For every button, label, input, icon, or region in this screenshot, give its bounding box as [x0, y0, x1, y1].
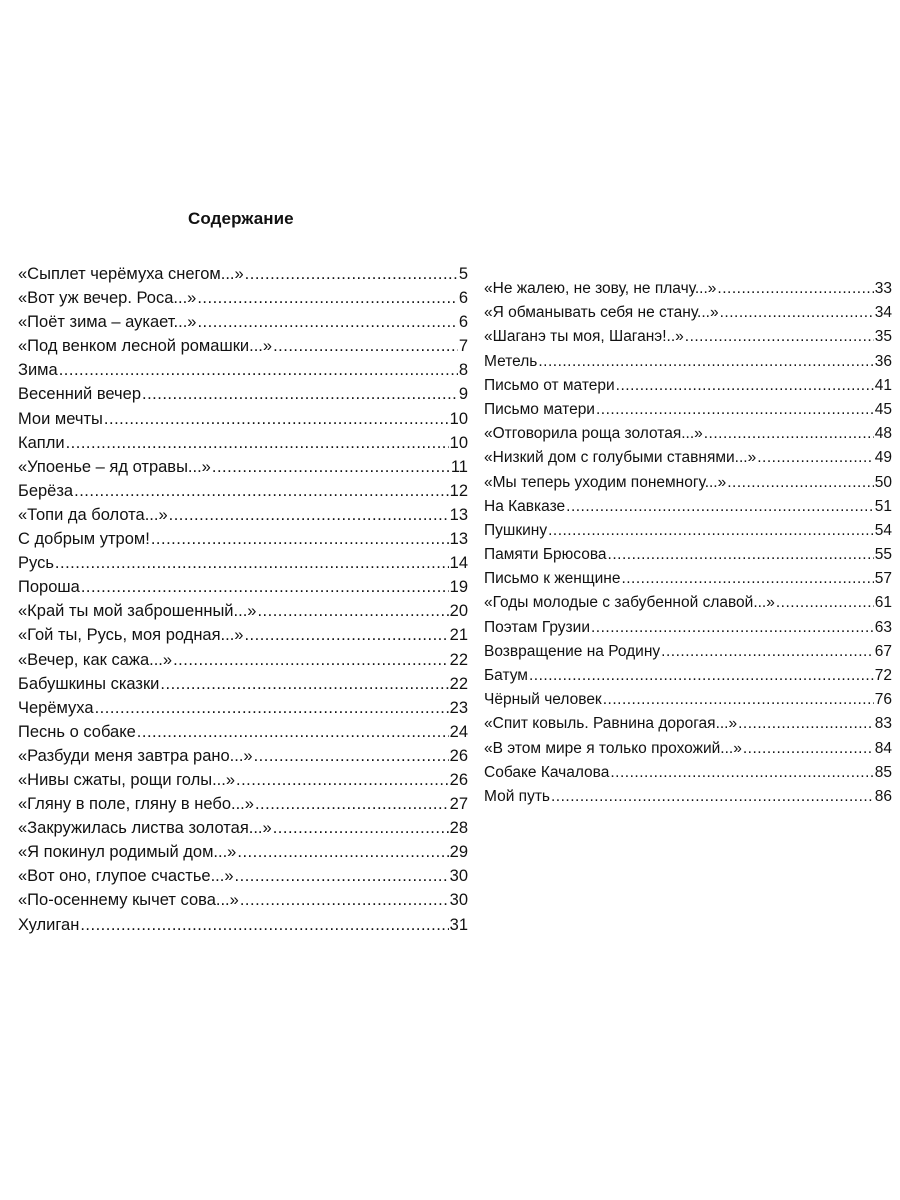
toc-entry — [18, 551, 468, 575]
toc-entry-title: Бабушкины сказки — [18, 674, 160, 693]
toc-entry — [18, 455, 468, 479]
toc-entry-page-number: 85 — [874, 763, 892, 781]
toc-entry-title: Метель — [484, 352, 538, 370]
toc-entry — [484, 712, 892, 736]
toc-entry-title: Зима — [18, 361, 58, 380]
toc-entry-title: «Низкий дом с голубыми ставнями...» — [484, 449, 757, 467]
dot-leader — [591, 616, 874, 640]
toc-entry — [484, 301, 892, 325]
toc-entry-page-number: 50 — [874, 473, 892, 491]
toc-entry-title: «Мы теперь уходим понемногу...» — [484, 473, 727, 491]
toc-entry-page-number: 12 — [449, 481, 468, 500]
toc-entry — [484, 446, 892, 470]
toc-entry-page-number: 45 — [874, 400, 892, 418]
toc-entry-page-number: 41 — [874, 376, 892, 394]
dot-leader — [776, 591, 874, 615]
dot-leader — [661, 640, 874, 664]
toc-entry-page-number: 27 — [449, 795, 468, 814]
toc-entry — [18, 696, 468, 720]
toc-entry-page-number: 6 — [458, 289, 468, 308]
dot-leader — [137, 720, 449, 744]
toc-entry-page-number: 35 — [874, 328, 892, 346]
dot-leader — [608, 543, 874, 567]
toc-entry-title: «В этом мире я только прохожий...» — [484, 739, 742, 757]
toc-entry — [484, 422, 892, 446]
toc-entry — [18, 672, 468, 696]
dot-leader — [74, 479, 449, 503]
toc-entry-title: Мой путь — [484, 787, 550, 805]
dot-leader — [236, 768, 449, 792]
dot-leader — [245, 262, 458, 286]
toc-entry — [484, 471, 892, 495]
dot-leader — [81, 575, 449, 599]
toc-entry — [18, 599, 468, 623]
toc-left-column — [18, 262, 468, 937]
toc-entry — [484, 543, 892, 567]
toc-entry-title: «Под венком лесной ромашки...» — [18, 337, 273, 356]
dot-leader — [273, 816, 449, 840]
toc-entry-title: «Поёт зима – аукает...» — [18, 313, 197, 332]
toc-entry-page-number: 24 — [449, 722, 468, 741]
dot-leader — [566, 495, 874, 519]
toc-entry-page-number: 22 — [449, 650, 468, 669]
toc-entry-title: Пушкину — [484, 521, 548, 539]
toc-entry-title: Письмо к женщине — [484, 570, 621, 588]
toc-entry-page-number: 61 — [874, 594, 892, 612]
toc-entry-page-number: 28 — [449, 819, 468, 838]
toc-entry-page-number: 21 — [449, 626, 468, 645]
toc-entry-title: «Гой ты, Русь, моя родная...» — [18, 626, 244, 645]
toc-entry — [484, 398, 892, 422]
toc-entry — [484, 616, 892, 640]
dot-leader — [757, 446, 874, 470]
toc-entry-title: Пороша — [18, 578, 80, 597]
toc-entry-title: «Гляну в поле, гляну в небо...» — [18, 795, 254, 814]
toc-entry — [484, 688, 892, 712]
dot-leader — [596, 398, 874, 422]
dot-leader — [254, 744, 449, 768]
toc-entry — [18, 720, 468, 744]
toc-entry-title: Письмо матери — [484, 400, 595, 418]
toc-entry-title: «Я покинул родимый дом...» — [18, 843, 237, 862]
toc-entry-title: «Вечер, как сажа...» — [18, 650, 173, 669]
dot-leader — [151, 527, 449, 551]
dot-leader — [237, 840, 448, 864]
toc-entry-title: «Край ты мой заброшенный...» — [18, 602, 257, 621]
toc-entry-page-number: 7 — [458, 337, 468, 356]
toc-entry-title: Памяти Брюсова — [484, 546, 607, 564]
dot-leader — [212, 455, 450, 479]
toc-entry-title: Мои мечты — [18, 409, 103, 428]
toc-entry-page-number: 36 — [874, 352, 892, 370]
toc-entry — [484, 519, 892, 543]
toc-entry — [484, 591, 892, 615]
dot-leader — [95, 696, 449, 720]
dot-leader — [738, 712, 874, 736]
toc-entry-page-number: 49 — [874, 449, 892, 467]
dot-leader — [685, 325, 874, 349]
toc-entry-page-number: 26 — [449, 746, 468, 765]
toc-entry-page-number: 5 — [458, 265, 468, 283]
toc-entry — [484, 325, 892, 349]
toc-entry-title: Хулиган — [18, 915, 80, 934]
toc-entry — [18, 575, 468, 599]
toc-entry-page-number: 29 — [449, 843, 468, 862]
toc-entry-title: Черёмуха — [18, 698, 94, 717]
toc-entry-page-number: 54 — [874, 521, 892, 539]
toc-entry-page-number: 31 — [449, 915, 468, 934]
toc-entry-title: Батум — [484, 667, 528, 684]
dot-leader — [240, 888, 449, 912]
dot-leader — [160, 672, 448, 696]
toc-entry-page-number: 76 — [874, 691, 892, 709]
dot-leader — [621, 567, 873, 591]
toc-entry-page-number: 34 — [874, 304, 892, 322]
dot-leader — [717, 277, 873, 301]
toc-entry-title: «Вот уж вечер. Роса...» — [18, 289, 197, 308]
toc-entry-title: С добрым утром! — [18, 530, 150, 549]
toc-entry-title: Поэтам Грузии — [484, 618, 590, 636]
toc-entry-title: На Кавказе — [484, 497, 566, 515]
toc-entry-title: «Сыплет черёмуха снегом...» — [18, 265, 244, 283]
dot-leader — [59, 358, 458, 382]
toc-entry — [484, 737, 892, 761]
toc-entry-title: Песнь о собаке — [18, 722, 136, 741]
toc-entry-page-number: 51 — [874, 497, 892, 515]
toc-entry-page-number: 9 — [458, 385, 468, 404]
page-title: Содержание — [188, 209, 294, 228]
dot-leader — [255, 792, 449, 816]
dot-leader — [603, 688, 874, 712]
toc-entry-page-number: 13 — [449, 505, 468, 524]
toc-entry-title: «Отговорила роща золотая...» — [484, 425, 703, 443]
toc-entry — [484, 277, 892, 301]
toc-entry-title: «Я обманывать себя не стану...» — [484, 304, 719, 322]
toc-entry-title: Чёрный человек — [484, 691, 602, 709]
toc-entry-page-number: 10 — [449, 409, 468, 428]
toc-entry-page-number: 8 — [458, 361, 468, 380]
toc-entry-title: Берёза — [18, 481, 74, 500]
toc-right-column — [484, 277, 892, 809]
toc-entry — [18, 286, 468, 310]
toc-entry-title: Русь — [18, 554, 54, 573]
toc-entry — [18, 358, 468, 382]
toc-entry-page-number: 48 — [874, 425, 892, 443]
toc-entry-title: Возвращение на Родину — [484, 642, 661, 660]
toc-entry-page-number: 22 — [449, 674, 468, 693]
toc-entry-page-number: 86 — [874, 787, 892, 805]
dot-leader — [743, 737, 874, 761]
toc-entry-title: Собаке Качалова — [484, 763, 610, 781]
dot-leader — [169, 503, 449, 527]
dot-leader — [104, 407, 449, 431]
dot-leader — [529, 664, 874, 688]
toc-entry — [18, 310, 468, 334]
toc-entry — [484, 350, 892, 374]
toc-entry-page-number: 6 — [458, 313, 468, 332]
toc-entry-title: «Спит ковыль. Равнина дорогая...» — [484, 715, 738, 733]
dot-leader — [142, 382, 458, 406]
toc-entry-title: «Не жалею, не зову, не плачу...» — [484, 280, 717, 297]
dot-leader — [257, 599, 448, 623]
toc-entry — [18, 262, 468, 286]
toc-entry — [18, 623, 468, 647]
toc-entry — [484, 761, 892, 785]
toc-entry-page-number: 83 — [874, 715, 892, 733]
dot-leader — [55, 551, 449, 575]
toc-entry-title: Весенний вечер — [18, 385, 142, 404]
dot-leader — [610, 761, 873, 785]
toc-entry — [484, 664, 892, 688]
toc-entry — [18, 840, 468, 864]
toc-entry-page-number: 19 — [449, 578, 468, 597]
dot-leader — [66, 431, 449, 455]
toc-entry — [18, 503, 468, 527]
toc-entry — [484, 567, 892, 591]
toc-entry — [18, 888, 468, 912]
toc-entry-page-number: 10 — [449, 433, 468, 452]
dot-leader — [616, 374, 874, 398]
toc-entry — [18, 382, 468, 406]
dot-leader — [235, 864, 449, 888]
toc-entry — [18, 431, 468, 455]
toc-entry — [18, 864, 468, 888]
toc-entry — [18, 792, 468, 816]
toc-entry — [18, 479, 468, 503]
toc-entry-page-number: 13 — [449, 530, 468, 549]
toc-entry-page-number: 84 — [874, 739, 892, 757]
dot-leader — [197, 286, 457, 310]
toc-entry — [18, 913, 468, 937]
toc-entry — [18, 407, 468, 431]
toc-entry-title: «Вот оно, глупое счастье...» — [18, 867, 234, 886]
toc-entry-page-number: 14 — [449, 554, 468, 573]
toc-entry-title: «Упоенье – яд отравы...» — [18, 457, 211, 476]
toc-entry-title: «Топи да болота...» — [18, 505, 168, 524]
toc-entry-page-number: 55 — [874, 546, 892, 564]
toc-entry-title: Капли — [18, 433, 65, 452]
toc-entry-title: «Разбуди меня завтра рано...» — [18, 746, 253, 765]
toc-entry — [18, 744, 468, 768]
toc-entry — [18, 527, 468, 551]
dot-leader — [80, 913, 448, 937]
toc-entry-title: «Закружилась листва золотая...» — [18, 819, 272, 838]
dot-leader — [173, 648, 449, 672]
toc-entry — [484, 640, 892, 664]
toc-entry-page-number: 72 — [874, 667, 892, 684]
dot-leader — [704, 422, 874, 446]
toc-entry-page-number: 11 — [450, 457, 468, 476]
toc-entry-page-number: 57 — [874, 570, 892, 588]
toc-entry-page-number: 23 — [449, 698, 468, 717]
toc-entry-page-number: 20 — [449, 602, 468, 621]
toc-entry — [18, 334, 468, 358]
dot-leader — [548, 519, 874, 543]
toc-entry-page-number: 33 — [874, 280, 892, 297]
toc-entry — [484, 785, 892, 809]
toc-entry-title: «По-осеннему кычет сова...» — [18, 891, 239, 910]
toc-entry-page-number: 30 — [449, 867, 468, 886]
toc-entry-page-number: 63 — [874, 618, 892, 636]
toc-entry — [484, 374, 892, 398]
dot-leader — [727, 471, 874, 495]
toc-entry-title: «Нивы сжаты, рощи голы...» — [18, 770, 236, 789]
toc-entry-title: «Шаганэ ты моя, Шаганэ!..» — [484, 328, 684, 346]
dot-leader — [244, 623, 448, 647]
dot-leader — [197, 310, 457, 334]
dot-leader — [551, 785, 874, 809]
dot-leader — [538, 350, 873, 374]
toc-entry-title: Письмо от матери — [484, 376, 615, 394]
toc-entry-page-number: 67 — [874, 642, 892, 660]
toc-entry-page-number: 26 — [449, 770, 468, 789]
dot-leader — [273, 334, 458, 358]
toc-entry — [484, 495, 892, 519]
toc-entry-page-number: 30 — [449, 891, 468, 910]
dot-leader — [720, 301, 874, 325]
toc-entry — [18, 816, 468, 840]
toc-entry-title: «Годы молодые с забубенной славой...» — [484, 594, 775, 612]
toc-entry — [18, 648, 468, 672]
toc-entry — [18, 768, 468, 792]
